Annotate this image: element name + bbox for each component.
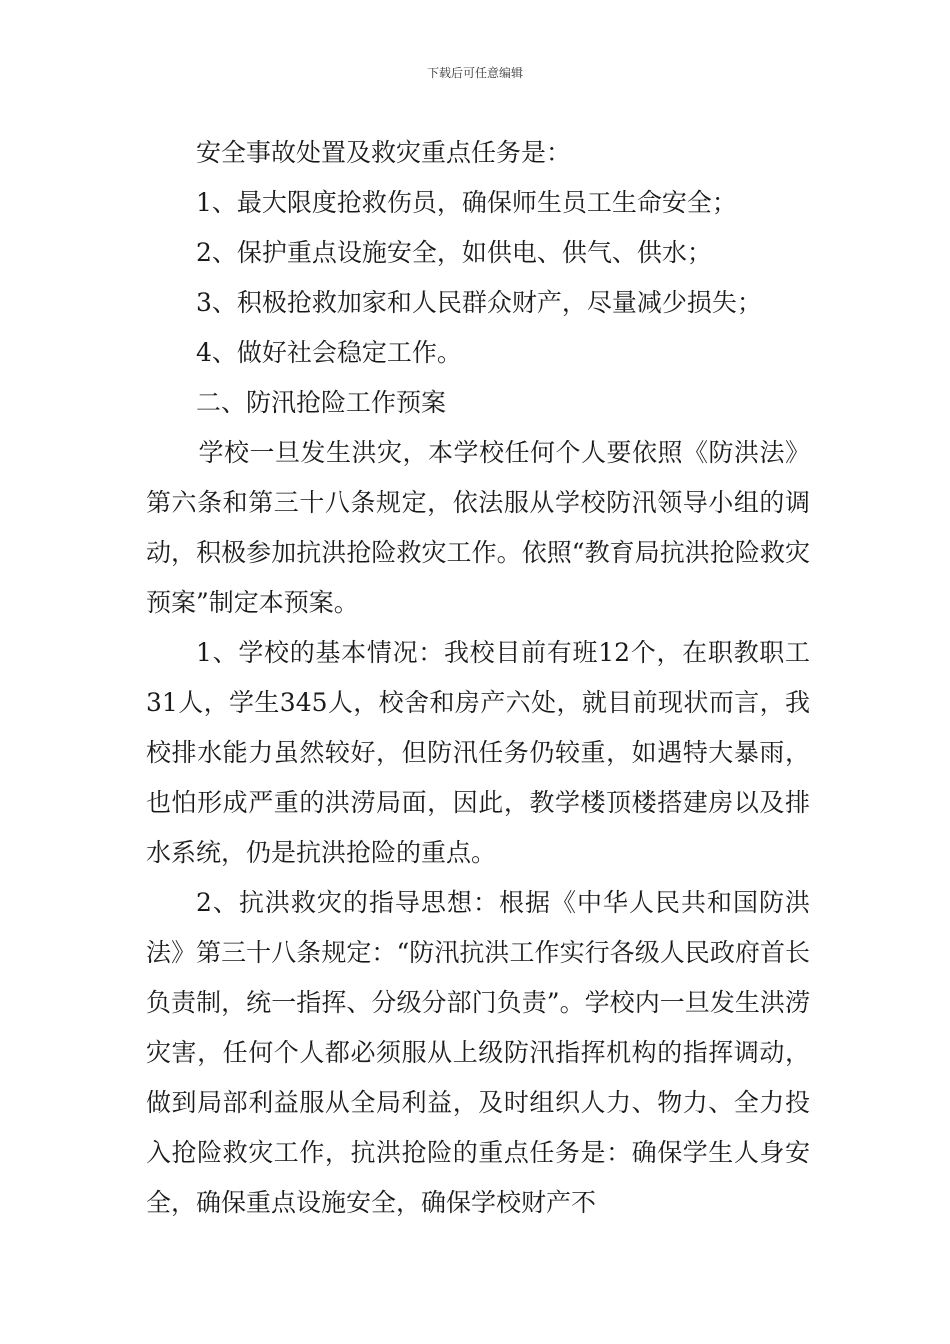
- section-intro: 安全事故处置及救灾重点任务是：: [196, 138, 572, 167]
- task-item-3: 3、积极抢救加家和人民群众财产，尽量减少损失；: [196, 288, 762, 317]
- task-item-4: 4、做好社会稳定工作。: [196, 338, 462, 367]
- body-paragraph: 学校一旦发生洪灾，本学校任何个人要依照《防洪法》第六条和第三十八条规定，依法服从学校防汛领导小组的调动，积极参加抗洪抢险救灾工作。依照“教育局抗洪抢险救灾预案”制定本预案。: [146, 438, 810, 617]
- document-body: [146, 128, 810, 1228]
- task-item-2: 2、保护重点设施安全，如供电、供气、供水；: [196, 238, 712, 267]
- body-paragraph: 2、抗洪救灾的指导思想：根据《中华人民共和国防洪法》第三十八条规定：“防汛抗洪工作实行各级人民政府首长负责制，统一指挥、分级分部门负责”。学校内一旦发生洪涝灾害，任何个人都必须服从上级防汛指挥机构的指挥调动，做到局部利益服从全局利益，及时组织人力、物力、全力投入抢险救灾工作，抗洪抢险的重点任务是：确保学生人身安全，确保重点设施安全，确保学校财产不: [146, 888, 810, 1217]
- body-paragraph: 1、学校的基本情况：我校目前有班12个，在职教职工31人，学生345人，校舍和房产六处，就目前现状而言，我校排水能力虽然较好，但防汛任务仍较重，如遇特大暴雨，也怕形成严重的洪涝局面，因此，教学楼顶楼搭建房以及排水系统，仍是抗洪抢险的重点。: [146, 638, 810, 867]
- page-header: 下载后可任意编辑: [426, 66, 523, 80]
- task-item-1: 1、最大限度抢救伤员，确保师生员工生命安全；: [196, 188, 737, 217]
- section-heading: 二、防汛抢险工作预案: [196, 388, 447, 417]
